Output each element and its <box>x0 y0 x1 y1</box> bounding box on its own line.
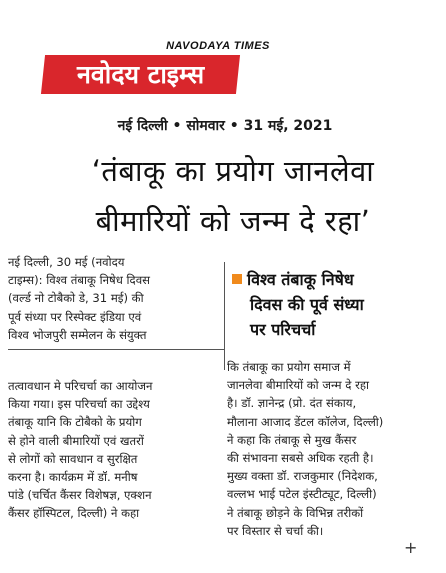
article-line: करना है। कार्यक्रम में डॉ. मनीष <box>8 470 138 485</box>
masthead-english: NAVODAYA TIMES <box>166 40 270 52</box>
article-line: ने तंबाकू छोड़ने के विभिन्न तरीकों <box>227 505 364 520</box>
article-line: से होने वाली बीमारियों एवं खतरों <box>8 433 144 448</box>
article-line: पांडे (चर्चित कैंसर विशेषज्ञ, एक्शन <box>8 488 152 503</box>
article-column-left-bottom <box>8 377 214 523</box>
article-line: किया गया। इस परिचर्चा का उद्देश्य <box>8 397 150 412</box>
article-line: मुख्य वक्ता डॉ. राजकुमार (निदेशक, <box>227 469 378 484</box>
headline <box>38 146 428 246</box>
masthead-logo <box>41 55 240 94</box>
subheading <box>232 267 432 342</box>
dateline: नई दिल्ली • सोमवार • 31 मई, 2021 <box>117 118 333 134</box>
subheading-line-1: विश्व तंबाकू निषेध <box>247 270 354 289</box>
article-line: मौलाना आजाद डेंटल कॉलेज, दिल्ली) <box>227 414 384 429</box>
article-line: कैंसर हॉस्पिटल, दिल्ली) ने कहा <box>8 506 140 521</box>
article-line: ने कहा कि तंबाकू से मुख कैंसर <box>227 432 357 447</box>
article-line: की संभावना सबसे अधिक रहती है। <box>227 451 374 466</box>
crop-mark-icon: + <box>404 538 418 557</box>
article-line: (वर्ल्ड नो टोबैको डे, 31 मई) की <box>8 291 144 306</box>
article-line: तंबाकू यानि कि टोबैको के प्रयोग <box>8 415 142 430</box>
article-line: कि तंबाकू का प्रयोग समाज में <box>227 360 351 374</box>
column-divider <box>224 262 225 370</box>
article-column-right <box>227 358 437 540</box>
article-line: जानलेवा बीमारियों को जन्म दे रहा <box>227 378 369 393</box>
article-line: विश्व भोजपुरी सम्मेलन के संयुक्त <box>8 327 147 342</box>
article-line: से लोगों को सावधान व सुरक्षित <box>8 451 138 466</box>
masthead-hindi: नवोदय टाइम्स <box>76 60 205 89</box>
article-line: पूर्व संध्या पर रिस्पेक्ट इंडिया एवं <box>8 309 142 324</box>
subheading-line-2: दिवस की पूर्व संध्या <box>250 295 364 314</box>
headline-line-1: ‘तंबाकू का प्रयोग जानलेवा <box>91 154 375 188</box>
headline-line-2: बीमारियों को जन्म दे रहा’ <box>95 204 371 238</box>
column-rule <box>8 349 224 350</box>
article-line: पर विस्तार से चर्चा की। <box>227 523 324 538</box>
article-line: नई दिल्ली, 30 मई (नवोदय <box>8 255 125 269</box>
square-bullet-icon <box>232 274 242 284</box>
article-line: वल्लभ भाई पटेल इंस्टीट्यूट, दिल्ली) <box>227 487 377 502</box>
article-line: टाइम्स): विश्व तंबाकू निषेध दिवस <box>8 273 150 288</box>
article-line: तत्वावधान मे परिचर्चा का आयोजन <box>8 379 153 393</box>
article-column-left-top <box>8 253 214 344</box>
article-line: है। डॉ. ज्ञानेन्द्र (प्रो. दंत संकाय, <box>227 396 357 411</box>
subheading-line-3: पर परिचर्चा <box>250 320 316 339</box>
